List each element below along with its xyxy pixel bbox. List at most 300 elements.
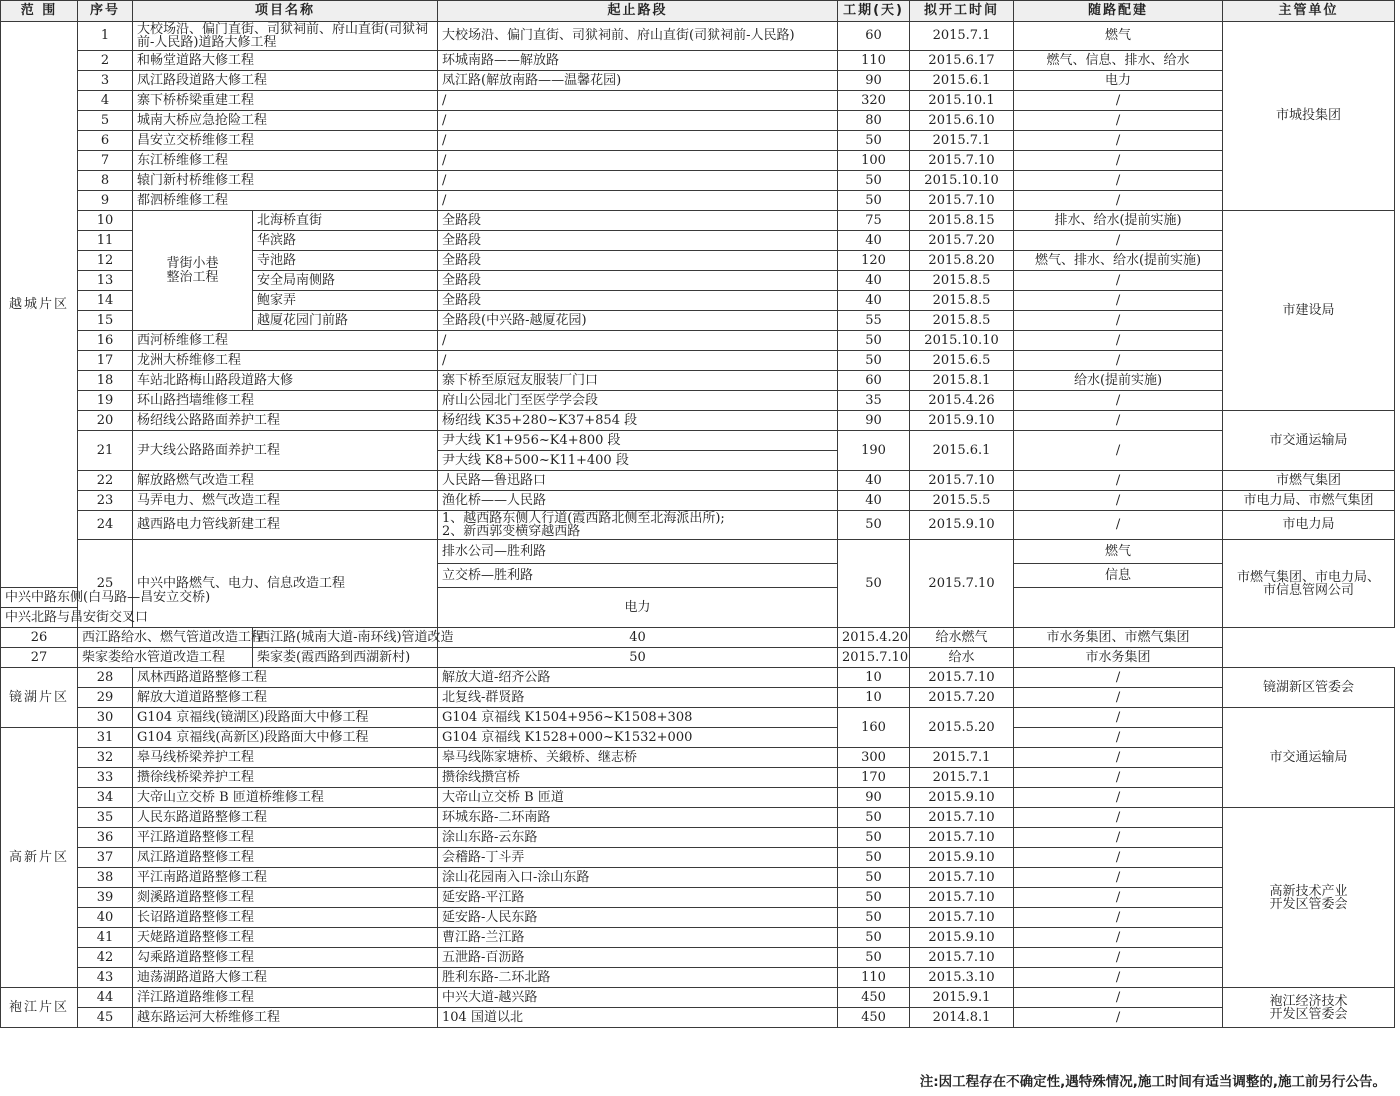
extra-works: / xyxy=(1014,768,1223,788)
table-row xyxy=(1,668,1395,688)
row-no: 7 xyxy=(78,151,133,171)
extra-works: 给水 xyxy=(910,648,1014,668)
start-date: 2015.7.10 xyxy=(910,868,1014,888)
row-no: 40 xyxy=(78,908,133,928)
table-row xyxy=(1,1008,1395,1028)
start-date: 2015.6.5 xyxy=(910,351,1014,371)
project-name: 皋马线桥梁养护工程 xyxy=(133,748,438,768)
road-section: 西江路(城南大道-南环线)管道改造 xyxy=(253,628,438,648)
duration: 75 xyxy=(838,211,910,231)
start-date: 2015.6.1 xyxy=(910,431,1014,471)
row-no: 20 xyxy=(78,411,133,431)
start-date: 2015.7.10 xyxy=(910,668,1014,688)
table-row xyxy=(1,331,1395,351)
start-date: 2015.10.10 xyxy=(910,171,1014,191)
row-no: 9 xyxy=(78,191,133,211)
extra-works: 给水(提前实施) xyxy=(1014,371,1223,391)
row-no: 33 xyxy=(78,768,133,788)
row-no: 22 xyxy=(78,471,133,491)
row-no: 23 xyxy=(78,491,133,511)
project-name: G104 京福线(镜湖区)段路面大中修工程 xyxy=(133,708,438,728)
table-row xyxy=(1,948,1395,968)
row-no: 6 xyxy=(78,131,133,151)
extra-works: 燃气、排水、给水(提前实施) xyxy=(1014,251,1223,271)
project-name: 天姥路道路整修工程 xyxy=(133,928,438,948)
unit-line: 开发区管委会 xyxy=(1269,896,1348,912)
road-section: 寨下桥至原冠友服装厂门口 xyxy=(438,371,838,391)
start-date: 2015.8.5 xyxy=(910,291,1014,311)
road-line: 2、新西郭变横穿越西路 xyxy=(442,524,581,539)
duration: 50 xyxy=(838,351,910,371)
project-name: 安全局南侧路 xyxy=(253,271,438,291)
duration: 40 xyxy=(838,231,910,251)
road-section: 尹大线 K1+956~K4+800 段 xyxy=(438,431,838,451)
table-row xyxy=(1,391,1395,411)
project-name: 勾乘路道路整修工程 xyxy=(133,948,438,968)
row-no: 41 xyxy=(78,928,133,948)
extra-works: / xyxy=(1014,411,1223,431)
extra-works: / xyxy=(1014,151,1223,171)
row-no: 10 xyxy=(78,211,133,231)
table-row xyxy=(1,828,1395,848)
project-name: 城南大桥应急抢险工程 xyxy=(133,111,438,131)
project-name: 越西路电力管线新建工程 xyxy=(133,511,438,540)
table-row xyxy=(1,371,1395,391)
table-row xyxy=(1,788,1395,808)
duration: 50 xyxy=(838,868,910,888)
row-no: 27 xyxy=(1,648,78,668)
area-cell: 高新片区 xyxy=(1,728,78,988)
project-name: 寨下桥桥梁重建工程 xyxy=(133,91,438,111)
extra-works: / xyxy=(1014,788,1223,808)
start-date: 2015.6.10 xyxy=(910,111,1014,131)
extra-works: / xyxy=(1014,968,1223,988)
project-name: 凤江路道路整修工程 xyxy=(133,848,438,868)
duration: 60 xyxy=(838,22,910,51)
header-duration: 工期(天) xyxy=(838,1,910,22)
table-row xyxy=(1,211,1395,231)
project-name: 辕门新村桥维修工程 xyxy=(133,171,438,191)
duration: 40 xyxy=(838,491,910,511)
road-section: / xyxy=(438,331,838,351)
extra-works: / xyxy=(1014,311,1223,331)
project-name: 洋江路道路维修工程 xyxy=(133,988,438,1008)
road-section: 杨绍线 K35+280~K37+854 段 xyxy=(438,411,838,431)
start-date: 2015.9.10 xyxy=(910,928,1014,948)
table-row xyxy=(1,131,1395,151)
start-date: 2015.10.1 xyxy=(910,91,1014,111)
road-section: 环城东路-二环南路 xyxy=(438,808,838,828)
table-row xyxy=(1,648,1395,668)
start-date: 2015.7.10 xyxy=(910,908,1014,928)
extra-works: / xyxy=(1014,111,1223,131)
duration: 50 xyxy=(838,540,910,628)
row-no: 37 xyxy=(78,848,133,868)
extra-works: 电力 xyxy=(1014,71,1223,91)
extra-works: 信息 xyxy=(1014,564,1223,588)
unit-line: 市信息管网公司 xyxy=(1263,582,1355,598)
extra-works: / xyxy=(1014,868,1223,888)
row-no: 45 xyxy=(78,1008,133,1028)
extra-works: / xyxy=(1014,888,1223,908)
table-row xyxy=(1,688,1395,708)
duration: 90 xyxy=(838,788,910,808)
extra-works: 电力 xyxy=(438,588,838,628)
unit-cell: 市城投集团 xyxy=(1223,22,1395,211)
start-date: 2015.7.10 xyxy=(910,191,1014,211)
project-name: 凤江路段道路大修工程 xyxy=(133,71,438,91)
extra-works: 给水燃气 xyxy=(910,628,1014,648)
table-row xyxy=(1,928,1395,948)
start-date: 2015.7.10 xyxy=(910,151,1014,171)
row-no: 4 xyxy=(78,91,133,111)
start-date: 2015.4.20 xyxy=(838,628,910,648)
project-name: 大帝山立交桥 B 匝道桥维修工程 xyxy=(133,788,438,808)
start-date: 2015.9.10 xyxy=(910,788,1014,808)
table-row xyxy=(1,22,1395,51)
project-name: 平江路道路整修工程 xyxy=(133,828,438,848)
duration: 90 xyxy=(838,411,910,431)
extra-works: / xyxy=(1014,231,1223,251)
table-row xyxy=(1,511,1395,540)
project-name: 中兴中路燃气、电力、信息改造工程 xyxy=(133,540,438,628)
header-area: 范 围 xyxy=(1,1,78,22)
extra-works: 排水、给水(提前实施) xyxy=(1014,211,1223,231)
project-name: 大校场沿、偏门直街、司狱祠前、府山直街(司狱祠前-人民路)道路大修工程 xyxy=(133,22,438,51)
header-project-name: 项目名称 xyxy=(133,1,438,22)
extra-works: / xyxy=(1014,431,1223,471)
road-section: 曹江路-兰江路 xyxy=(438,928,838,948)
project-name: 长诏路道路整修工程 xyxy=(133,908,438,928)
table-row xyxy=(1,888,1395,908)
extra-works: / xyxy=(1014,988,1223,1008)
duration: 40 xyxy=(838,291,910,311)
start-date: 2015.7.20 xyxy=(910,231,1014,251)
table-row xyxy=(1,808,1395,828)
project-name: 迪荡湖路道路大修工程 xyxy=(133,968,438,988)
project-name: 马弄电力、燃气改造工程 xyxy=(133,491,438,511)
header-road-section: 起止路段 xyxy=(438,1,838,22)
extra-works: / xyxy=(1014,828,1223,848)
duration: 80 xyxy=(838,111,910,131)
row-no: 15 xyxy=(78,311,133,331)
duration: 50 xyxy=(438,648,838,668)
duration: 10 xyxy=(838,688,910,708)
road-section: 人民路—鲁迅路口 xyxy=(438,471,838,491)
duration: 50 xyxy=(838,928,910,948)
project-name: 平江南路道路整修工程 xyxy=(133,868,438,888)
row-no: 8 xyxy=(78,171,133,191)
road-section: 立交桥—胜利路 xyxy=(438,564,838,588)
project-name: 北海桥直街 xyxy=(253,211,438,231)
duration: 50 xyxy=(838,191,910,211)
road-section: 柴家娄(霞西路到西湖新村) xyxy=(253,648,438,668)
start-date: 2015.5.5 xyxy=(910,491,1014,511)
road-section: / xyxy=(438,351,838,371)
project-name: 凤林西路道路整修工程 xyxy=(133,668,438,688)
unit-cell xyxy=(1223,540,1395,628)
project-name: 西河桥维修工程 xyxy=(133,331,438,351)
project-name: 都泗桥维修工程 xyxy=(133,191,438,211)
road-section: 延安路-平江路 xyxy=(438,888,838,908)
duration: 50 xyxy=(838,511,910,540)
road-section: 攒徐线攒宫桥 xyxy=(438,768,838,788)
row-no: 24 xyxy=(78,511,133,540)
start-date: 2015.8.20 xyxy=(910,251,1014,271)
duration: 320 xyxy=(838,91,910,111)
road-section: 延安路-人民东路 xyxy=(438,908,838,928)
unit-cell: 市水务集团、市燃气集团 xyxy=(1014,628,1223,648)
start-date: 2015.9.10 xyxy=(910,511,1014,540)
row-no: 30 xyxy=(78,708,133,728)
extra-works: / xyxy=(1014,728,1223,748)
extra-works: / xyxy=(1014,688,1223,708)
header-row xyxy=(1,1,1395,22)
extra-works: 燃气 xyxy=(1014,22,1223,51)
start-date: 2015.6.1 xyxy=(910,71,1014,91)
duration: 40 xyxy=(838,271,910,291)
duration: 50 xyxy=(838,908,910,928)
row-no: 43 xyxy=(78,968,133,988)
unit-cell: 市燃气集团 xyxy=(1223,471,1395,491)
road-section: 全路段(中兴路-越厦花园) xyxy=(438,311,838,331)
row-no: 38 xyxy=(78,868,133,888)
start-date: 2015.7.10 xyxy=(910,948,1014,968)
duration: 120 xyxy=(838,251,910,271)
project-name: 华滨路 xyxy=(253,231,438,251)
extra-works: / xyxy=(1014,271,1223,291)
project-name: 解放大道道路整修工程 xyxy=(133,688,438,708)
project-name: 尹大线公路路面养护工程 xyxy=(133,431,438,471)
road-section: 尹大线 K8+500~K11+400 段 xyxy=(438,451,838,471)
extra-works: / xyxy=(1014,511,1223,540)
row-no: 14 xyxy=(78,291,133,311)
backstreet-group-cell xyxy=(133,211,253,331)
duration: 60 xyxy=(838,371,910,391)
road-section: / xyxy=(438,191,838,211)
road-section: 环城南路——解放路 xyxy=(438,51,838,71)
road-section: 解放大道-绍齐公路 xyxy=(438,668,838,688)
unit-line: 袍江经济技术 xyxy=(1269,993,1348,1009)
extra-works: / xyxy=(1014,908,1223,928)
extra-works: / xyxy=(1014,351,1223,371)
area-cell: 镜湖片区 xyxy=(1,668,78,728)
road-section xyxy=(438,511,838,540)
duration: 40 xyxy=(438,628,838,648)
project-name: 杨绍线公路路面养护工程 xyxy=(133,411,438,431)
subgroup-line2: 整治工程 xyxy=(166,269,219,285)
table-row xyxy=(1,988,1395,1008)
row-no: 34 xyxy=(78,788,133,808)
road-line: 1、越西路东侧人行道(霞西路北侧至北海派出所); xyxy=(442,511,725,526)
duration: 10 xyxy=(838,668,910,688)
road-section: 中兴中路东侧(白马路—昌安立交桥) xyxy=(1,588,78,608)
unit-cell: 市交通运输局 xyxy=(1223,708,1395,808)
unit-cell: 市电力局 xyxy=(1223,511,1395,540)
start-date: 2014.8.1 xyxy=(910,1008,1014,1028)
row-no: 26 xyxy=(1,628,78,648)
start-date: 2015.7.10 xyxy=(910,540,1014,628)
start-date: 2015.7.20 xyxy=(910,688,1014,708)
start-date: 2015.7.10 xyxy=(910,888,1014,908)
row-no: 35 xyxy=(78,808,133,828)
table-row xyxy=(1,908,1395,928)
row-no: 2 xyxy=(78,51,133,71)
duration: 50 xyxy=(838,888,910,908)
extra-works: / xyxy=(1014,291,1223,311)
extra-works: / xyxy=(1014,391,1223,411)
unit-cell xyxy=(1223,988,1395,1028)
duration: 40 xyxy=(838,471,910,491)
road-section: 凤江路(解放南路——温馨花园) xyxy=(438,71,838,91)
row-no: 39 xyxy=(78,888,133,908)
project-name: 鲍家弄 xyxy=(253,291,438,311)
start-date: 2015.7.1 xyxy=(910,131,1014,151)
row-no: 36 xyxy=(78,828,133,848)
extra-works: / xyxy=(1014,331,1223,351)
project-name: G104 京福线(高新区)段路面大中修工程 xyxy=(133,728,438,748)
project-name: 车站北路梅山路段道路大修 xyxy=(133,371,438,391)
project-name: 东江桥维修工程 xyxy=(133,151,438,171)
road-section: / xyxy=(438,111,838,131)
start-date: 2015.7.1 xyxy=(910,22,1014,51)
road-section: 排水公司—胜利路 xyxy=(438,540,838,564)
duration: 190 xyxy=(838,431,910,471)
table-row xyxy=(1,111,1395,131)
start-date: 2015.5.20 xyxy=(910,708,1014,748)
header-unit: 主管单位 xyxy=(1223,1,1395,22)
row-no: 31 xyxy=(78,728,133,748)
row-no: 19 xyxy=(78,391,133,411)
extra-works: 燃气、信息、排水、给水 xyxy=(1014,51,1223,71)
extra-works: 燃气 xyxy=(1014,540,1223,564)
row-no: 18 xyxy=(78,371,133,391)
table-row xyxy=(1,491,1395,511)
duration: 450 xyxy=(838,1008,910,1028)
extra-works: / xyxy=(1014,848,1223,868)
unit-line: 高新技术产业 xyxy=(1269,883,1348,899)
row-no: 42 xyxy=(78,948,133,968)
road-section: G104 京福线 K1504+956~K1508+308 xyxy=(438,708,838,728)
duration: 50 xyxy=(838,331,910,351)
row-no: 16 xyxy=(78,331,133,351)
row-no: 12 xyxy=(78,251,133,271)
project-name: 攒徐线桥梁养护工程 xyxy=(133,768,438,788)
start-date: 2015.7.10 xyxy=(910,808,1014,828)
start-date: 2015.3.10 xyxy=(910,968,1014,988)
start-date: 2015.9.10 xyxy=(910,848,1014,868)
header-start-date: 拟开工时间 xyxy=(910,1,1014,22)
project-name: 和畅堂道路大修工程 xyxy=(133,51,438,71)
row-no: 25 xyxy=(78,540,133,628)
start-date: 2015.7.10 xyxy=(910,471,1014,491)
road-section: / xyxy=(438,171,838,191)
extra-works: / xyxy=(1014,171,1223,191)
extra-works: / xyxy=(1014,191,1223,211)
start-date: 2015.8.5 xyxy=(910,311,1014,331)
duration: 50 xyxy=(838,948,910,968)
row-no: 3 xyxy=(78,71,133,91)
road-section: 全路段 xyxy=(438,271,838,291)
table-row xyxy=(1,431,1395,451)
duration: 50 xyxy=(838,848,910,868)
road-section: 北复线-群贤路 xyxy=(438,688,838,708)
extra-works: / xyxy=(1014,808,1223,828)
road-section: 府山公园北门至医学学会段 xyxy=(438,391,838,411)
duration: 50 xyxy=(838,171,910,191)
start-date: 2015.8.1 xyxy=(910,371,1014,391)
table-row xyxy=(1,91,1395,111)
duration: 50 xyxy=(838,828,910,848)
extra-works: / xyxy=(1014,748,1223,768)
duration: 90 xyxy=(838,71,910,91)
table-row xyxy=(1,748,1395,768)
extra-works: / xyxy=(1014,131,1223,151)
road-section: G104 京福线 K1528+000~K1532+000 xyxy=(438,728,838,748)
project-name: 越东路运河大桥维修工程 xyxy=(133,1008,438,1028)
start-date: 2015.9.1 xyxy=(910,988,1014,1008)
table-row xyxy=(1,51,1395,71)
area-cell: 袍江片区 xyxy=(1,988,78,1028)
road-section: 全路段 xyxy=(438,291,838,311)
unit-cell: 市交通运输局 xyxy=(1223,411,1395,471)
start-date: 2015.7.10 xyxy=(910,828,1014,848)
row-no: 5 xyxy=(78,111,133,131)
table-row xyxy=(1,628,1395,648)
road-section: 涂山花园南入口-涂山东路 xyxy=(438,868,838,888)
start-date: 2015.8.15 xyxy=(910,211,1014,231)
road-section: / xyxy=(438,151,838,171)
project-name: 昌安立交桥维修工程 xyxy=(133,131,438,151)
road-section: 大校场沿、偏门直街、司狱祠前、府山直街(司狱祠前-人民路) xyxy=(438,22,838,51)
duration: 110 xyxy=(838,51,910,71)
table-row xyxy=(1,171,1395,191)
project-name: 西江路给水、燃气管道改造工程 xyxy=(78,628,253,648)
extra-works: / xyxy=(1014,471,1223,491)
road-section: 中兴大道-越兴路 xyxy=(438,988,838,1008)
extra-works: / xyxy=(1014,928,1223,948)
unit-cell xyxy=(1223,808,1395,988)
table-row xyxy=(1,411,1395,431)
unit-line: 开发区管委会 xyxy=(1269,1006,1348,1022)
start-date: 2015.10.10 xyxy=(910,331,1014,351)
road-section: 胜利东路-二环北路 xyxy=(438,968,838,988)
row-no: 13 xyxy=(78,271,133,291)
table-row xyxy=(1,471,1395,491)
road-section: / xyxy=(438,91,838,111)
start-date: 2015.8.5 xyxy=(910,271,1014,291)
extra-works: / xyxy=(1014,91,1223,111)
project-name: 龙洲大桥维修工程 xyxy=(133,351,438,371)
table-row xyxy=(1,151,1395,171)
road-section: 104 国道以北 xyxy=(438,1008,838,1028)
start-date: 2015.7.1 xyxy=(910,768,1014,788)
start-date: 2015.7.1 xyxy=(910,748,1014,768)
start-date: 2015.4.26 xyxy=(910,391,1014,411)
road-section: 皋马线陈家塘桥、关緞桥、继志桥 xyxy=(438,748,838,768)
duration: 35 xyxy=(838,391,910,411)
table-row xyxy=(1,71,1395,91)
extra-works: / xyxy=(1014,1008,1223,1028)
extra-works: / xyxy=(1014,491,1223,511)
road-section: 五泄路-百沥路 xyxy=(438,948,838,968)
project-name: 剡溪路道路整修工程 xyxy=(133,888,438,908)
unit-cell: 市建设局 xyxy=(1223,211,1395,411)
road-section: 大帝山立交桥 B 匝道 xyxy=(438,788,838,808)
road-section: 中兴北路与昌安街交叉口 xyxy=(1,608,78,628)
project-name: 寺池路 xyxy=(253,251,438,271)
project-name: 柴家娄给水管道改造工程 xyxy=(78,648,253,668)
